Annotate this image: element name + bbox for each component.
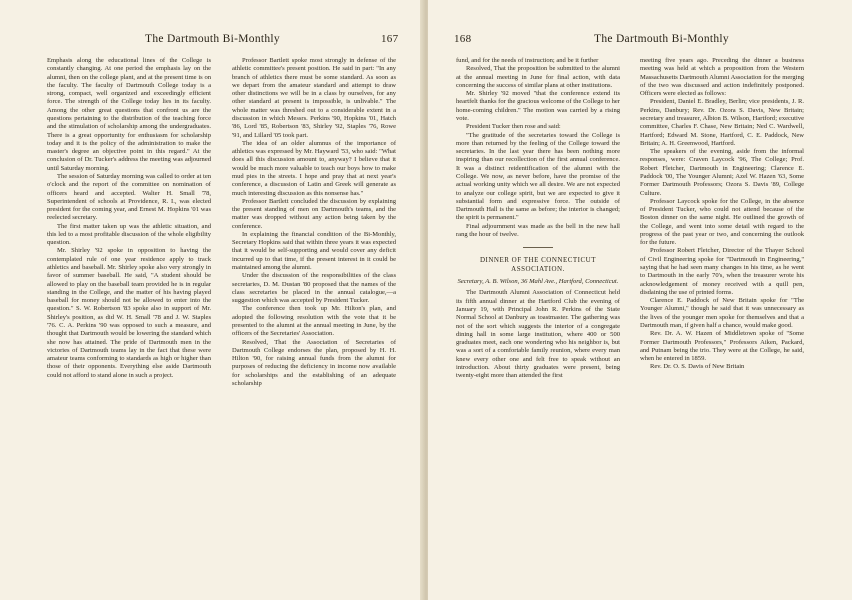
- right-page: [428, 0, 852, 600]
- paragraph: President, Daniel E. Bradley, Berlin; vice presidents, J. R. Perkins, Danbury; Rev. Dr. Ozora S. Davis, New Britain; secretary and treasurer, Albion B. Wilson, Hartford; executive committee, Charles F. Chase, New Britain; Ned C. Wardwell, Hartford; Edward M. Stone, Hartford, C. E. Paddock, New Britain; A. H. Greenwood, Hartford.: [640, 98, 804, 147]
- paragraph: Under the discussion of the responsibilities of the class secretaries, D. M. Dustan '80 proposed that the names of the class secretaries be placed in the annual catalogue,—a suggestion which was accepted by President Tucker.: [232, 272, 396, 305]
- paragraph: Rev. Dr. A. W. Hazen of Middletown spoke of "Some Former Dartmouth Professors," Professors Aiken, Packard, and Putnam being the trio. They were at the College, he said, when he entered in 1859.: [640, 330, 804, 363]
- paragraph: Resolved, That the proposition be submitted to the alumni at the annual meeting in June for final action, with data concerning the success of similar plans at other institutions.: [456, 65, 620, 89]
- left-column-2: [232, 57, 396, 587]
- paragraph: The speakers of the evening, aside from the informal responses, were: Craven Laycock '96, The College; Prof. Robert Fletcher, Dartmouth in Engineering; Clarence E. Paddock '00, The Younger Alumni; Azel W. Hazen '63, Some Former Dartmouth Professors; Ozora S. Davis '89, College Culture.: [640, 148, 804, 197]
- paragraph: Final adjournment was made as the bell in the new hall rang the hour of twelve.: [456, 222, 620, 238]
- paragraph: Professor Bartlett spoke most strongly in defense of the athletic committee's present position. He said in part: "In any branch of athletics there must be some standard. As soon as we depart from the amateur standard and attempt to draw other distinctions we will be in a class by ourselves, for any other standard at present is impossible, is unlivable." The whole matter was threshed out to a considerable extent in a discussion in which Messrs. Perkins '90, Hopkins '01, Hatch '86, Lord '85, Robertson '83, Shirley '92, Staples '76, Rowe '91, and Lillard '05 took part.: [232, 57, 396, 139]
- paragraph: Rev. Dr. O. S. Davis of New Britain: [650, 363, 745, 371]
- paragraph: Professor Robert Fletcher, Director of the Thayer School of Civil Engineering spoke for "Dartmouth in Engineering," saying that he had seen many changes in his time, as he went to Dartmouth in the early 70's, when the treasurer wrote his acknowledgement of money received with a quill pen, disdaining the use of printed forms.: [640, 247, 804, 296]
- paragraph: The idea of an older alumnus of the importance of athletics was expressed by Mr. Hayward '53, who said: "What does all this discussion amount to, anyway? I believe that it would be much more valuable to teach our boys how to make mud pies in the streets. I hope and pray that at next year's conference, a discussion of Latin and Greek will generate as much interesting discussion as this nonsense has.": [232, 139, 396, 197]
- paragraph: The session of Saturday morning was called to order at ten o'clock and the report of the committee on nomination of officers heard and accepted. Walter H. Small '78, Superintendent of schools at Providence, R. I., was elected president for the coming year, and Ernest M. Hopkins '01 was reelected secretary.: [47, 172, 211, 222]
- right-page-header: [428, 33, 852, 49]
- paragraph: The conference then took up Mr. Hilton's plan, and adopted the following resolution with the vote that it be presented to the alumni at the annual meeting in June, by the officers of the Secretaries' Association.: [232, 305, 396, 338]
- paragraph: President Tucker then rose and said:: [466, 123, 561, 131]
- paragraph: "The gratitude of the secretaries toward the College is more than returned by the feeling of the College toward the secretaries. In the last year there has been nothing more inspiring than our recollection of the first annual conference. It was a distinct reidentification of the alumni with the College. We now, as never before, have the promise of the actual working unity which we all desire. We are not expected to analyze our college spirit, but we are expected to give it substantial form and expressive force. The outside of Dartmouth Hall is the same as before; the interior is changed; the spirit is permanent.": [456, 131, 620, 222]
- paragraph: The first matter taken up was the athletic situation, and this led to a most profitable discussion of the whole eligibility question.: [47, 222, 211, 247]
- paragraph: Resolved, That the Association of Secretaries of Dartmouth College endorses the plan, proposed by H. H. Hilton '90, for raising annual funds from the alumni for purposes of reducing the deficiency in income now available for scholarships and the establishing of an adequate scholarship: [232, 338, 396, 387]
- running-title: The Dartmouth Bi-Monthly: [594, 33, 729, 45]
- section-byline: Secretary, A. B. Wilson, 36 Mahl Ave., Hartford, Connecticut.: [457, 278, 619, 286]
- paragraph: Clarence E. Paddock of New Britain spoke for "The Younger Alumni," though he said that it was unnecessary as the lives of the younger men spoke for themselves and that a Dartmouth man, if given half a chance, would make good.: [640, 297, 804, 329]
- left-column-1: [47, 57, 211, 587]
- paragraph: Emphasis along the educational lines of the College is constantly changing. At one period the emphasis lay on the alumni, then on the college plant, and at the present time is on the faculty. The faculty of Dartmouth College today is a strong, compact, well organized and exceedingly efficient force. The strength of the College today lies in its faculty. Among the other great questions that confront us are the questions pertaining to the distribution of the teaching force and the stimulation of scholarship among the undergraduates. There is a great opportunity for enthusiasm for scholarship today and it is the policy of the administration to make the master's degree an objective point in this regard." At the conclusion of Dr. Tucker's address the meeting was adjourned until Saturday morning.: [47, 57, 211, 172]
- page-number: 168: [454, 33, 472, 45]
- section-heading: DINNER OF THE CONNECTICUT ASSOCIATION.: [479, 256, 596, 274]
- left-page: [0, 0, 424, 600]
- left-page-header: [0, 33, 424, 49]
- paragraph: The Dartmouth Alumni Association of Connecticut held its fifth annual dinner at the Hartford Club the evening of January 19, with Principal John R. Perkins of the State Normal School at Danbury as toastmaster. The gathering was not of the sort which suggests the interior of a congregate dining hall in some large institution, where 400 or 500 graduates meet, each one wondering who his neighbor is, but was a sort of a comfortable family reunion, where every man knew every other one and felt free to speak without an introduction. About thirty graduates were present, being twenty-eight more than attended the first: [456, 289, 620, 380]
- right-column-1: [456, 57, 620, 587]
- running-title: The Dartmouth Bi-Monthly: [145, 33, 280, 45]
- section-divider: [523, 247, 553, 248]
- page-number: 167: [381, 33, 399, 45]
- paragraph: fund, and for the needs of instruction; and be it further: [456, 57, 599, 64]
- paragraph: Professor Laycock spoke for the College, in the absence of President Tucker, who could not attend because of the Boston dinner on the same night. He outlined the growth of the College, and went into some detail with regard to the progress of the past year or two, and concerning the outlook for the future.: [640, 197, 804, 247]
- right-column-2: [640, 57, 804, 587]
- paragraph: Mr. Shirley '92 moved "that the conference extend its heartfelt thanks for the gracious welcome of the College to her home-coming children." The motion was carried by a rising vote.: [456, 90, 620, 122]
- paragraph: Mr. Shirley '92 spoke in opposition to having the contemplated rule of one year residence apply to track athletics and baseball. Mr. Shirley spoke also very strongly in favor of summer baseball. He said, "A student should be allowed to play on the baseball team provided he is in regular standing in the College, and the matter of his having played baseball for money should not be allowed to enter into the question." S. W. Robertson '83 spoke also in support of Mr. Shirley's position, as did W. H. Small '78 and J. W. Staples '76. C. A. Perkins '90 was opposed to such a measure, and thought that Dartmouth would be lowering the standard which she now has attained. The pride of Dartmouth men in the victories of Dartmouth teams lay in the fact that these were amateur teams conforming to standards as high or higher than those of their opponents. Everything else aside Dartmouth could not afford to stand alone in such a project.: [47, 247, 211, 379]
- paragraph: In explaining the financial condition of the Bi-Monthly, Secretary Hopkins said that within three years it was expected that it would be self-supporting and would cover any deficit incurred up to that time, if the present interest in it could be maintained among the alumni.: [232, 230, 396, 272]
- paragraph: Professor Bartlett concluded the discussion by explaining the present standing of men on Dartmouth's teams, and the matter was dropped without any action being taken by the conference.: [232, 197, 396, 230]
- paragraph: meeting five years ago. Preceding the dinner a business meeting was held at which a proposition from the Western Massachusetts Dartmouth Alumni Association for the merging of the two was discussed and action indefinitely postponed. Officers were elected as follows:: [640, 57, 804, 98]
